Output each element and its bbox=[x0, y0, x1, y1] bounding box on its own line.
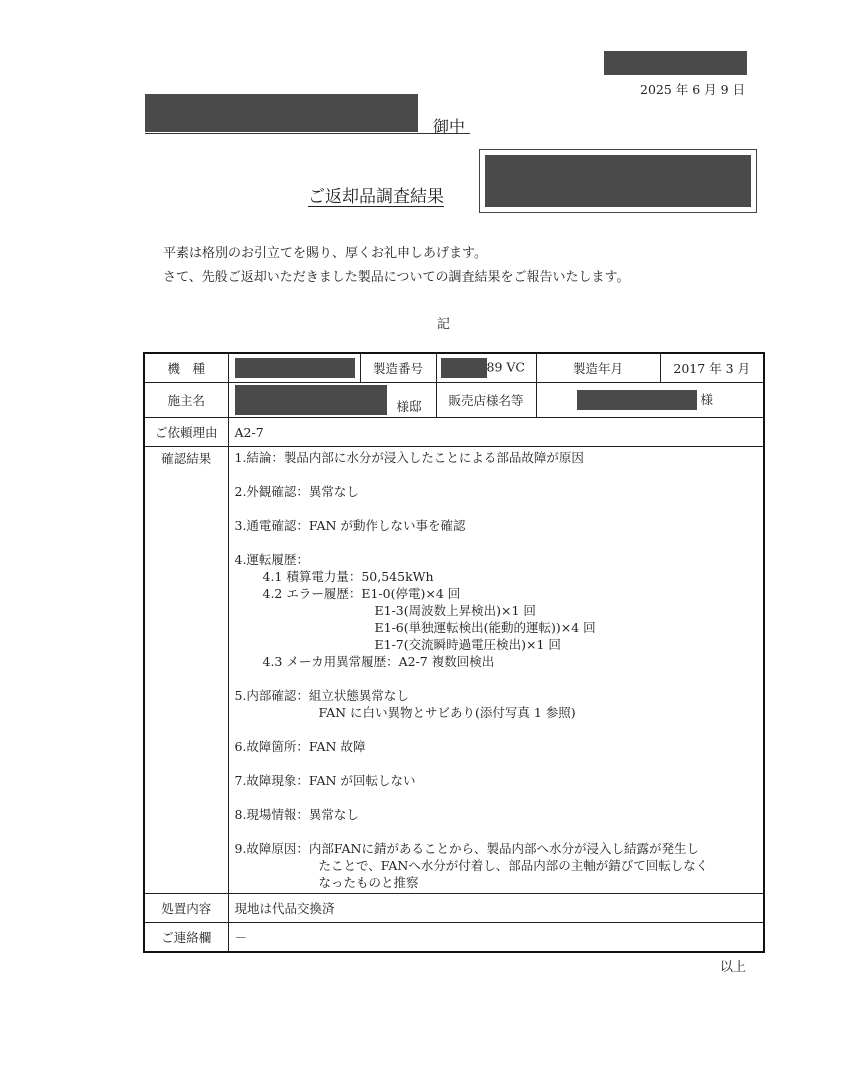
owner-value bbox=[228, 383, 436, 418]
redacted-reference-box bbox=[479, 149, 757, 213]
dealer-value bbox=[536, 383, 764, 418]
greeting-line-1: 平素は格別のお引立てを賜り、厚くお礼申しあげます。 bbox=[163, 246, 487, 261]
row-owner bbox=[144, 383, 764, 418]
result-content bbox=[228, 447, 764, 894]
model-value bbox=[228, 353, 360, 383]
addressee-suffix: 御中 bbox=[433, 117, 466, 136]
serial-value bbox=[436, 353, 536, 383]
reason-label: ご依頼理由 bbox=[144, 418, 228, 447]
report-table bbox=[143, 352, 765, 953]
dealer-label: 販売店様名等 bbox=[436, 383, 536, 418]
redacted-sender bbox=[604, 51, 747, 75]
result-line: 7.故障現象：FAN が回転しない bbox=[234, 773, 416, 788]
document-date: 2025 年 6 月 9 日 bbox=[640, 82, 746, 97]
redacted-serial bbox=[441, 358, 487, 378]
result-line: 4.運転履歴： bbox=[234, 552, 309, 567]
owner-label: 施主名 bbox=[144, 383, 228, 418]
page-title: ご返却品調査結果 bbox=[308, 187, 444, 207]
serial-label: 製造番号 bbox=[360, 353, 436, 383]
result-line: 1.結論：製品内部に水分が浸入したことによる部品故障が原因 bbox=[234, 450, 584, 465]
row-results bbox=[144, 447, 764, 894]
redacted-addressee bbox=[145, 94, 418, 132]
result-line: 5.内部確認：組立状態異常なし bbox=[234, 688, 409, 703]
end-mark: 以上 bbox=[720, 960, 747, 975]
row-model bbox=[144, 353, 764, 383]
mfg-date-label: 製造年月 bbox=[536, 353, 660, 383]
result-line: たことで、FANへ水分が付着し、部品内部の主軸が錆びて回転しなく bbox=[318, 858, 709, 873]
redacted-dealer bbox=[577, 390, 697, 410]
redacted-model bbox=[235, 358, 355, 378]
greeting-line-2: さて、先般ご返却いただきました製品についての調査結果をご報告いたします。 bbox=[163, 270, 630, 285]
result-line: 4.3 メーカ用異常履歴：A2-7 複数回検出 bbox=[262, 654, 495, 669]
serial-suffix: 89 VC bbox=[486, 359, 525, 375]
row-contact bbox=[144, 923, 764, 953]
row-action bbox=[144, 894, 764, 923]
result-line: FAN に白い異物とサビあり(添付写真 1 参照) bbox=[318, 705, 576, 720]
result-line: 6.故障箇所：FAN 故障 bbox=[234, 739, 366, 754]
contact-value: － bbox=[228, 923, 764, 953]
mfg-date-value: 2017 年 3 月 bbox=[660, 353, 764, 383]
dealer-suffix: 様 bbox=[700, 391, 713, 407]
result-line: 8.現場情報：異常なし bbox=[234, 807, 359, 822]
result-label: 確認結果 bbox=[144, 447, 228, 894]
model-label: 機 種 bbox=[144, 353, 228, 383]
contact-label: ご連絡欄 bbox=[144, 923, 228, 953]
result-line: なったものと推察 bbox=[318, 875, 419, 890]
result-line: 4.2 エラー履歴：E1-0(停電)×4 回 bbox=[262, 586, 461, 601]
action-value: 現地は代品交換済 bbox=[228, 894, 764, 923]
result-line: 9.故障原因：内部FANに錆があることから、製品内部へ水分が浸入し結露が発生し bbox=[234, 841, 699, 856]
result-line: E1-6(単独運転検出(能動的運転))×4 回 bbox=[374, 620, 596, 635]
row-reason bbox=[144, 418, 764, 447]
addressee-underline bbox=[145, 133, 470, 134]
owner-suffix: 様邸 bbox=[396, 399, 422, 414]
redacted-owner bbox=[235, 385, 387, 415]
reason-value: A2-7 bbox=[228, 418, 764, 447]
result-line: 3.通電確認：FAN が動作しない事を確認 bbox=[234, 518, 466, 533]
result-line: E1-3(周波数上昇検出)×1 回 bbox=[374, 603, 536, 618]
result-line: 2.外観確認：異常なし bbox=[234, 484, 359, 499]
result-line: E1-7(交流瞬時過電圧検出)×1 回 bbox=[374, 637, 561, 652]
ki-mark: 記 bbox=[437, 317, 451, 332]
action-label: 処置内容 bbox=[144, 894, 228, 923]
result-line: 4.1 積算電力量：50,545kWh bbox=[262, 569, 434, 584]
